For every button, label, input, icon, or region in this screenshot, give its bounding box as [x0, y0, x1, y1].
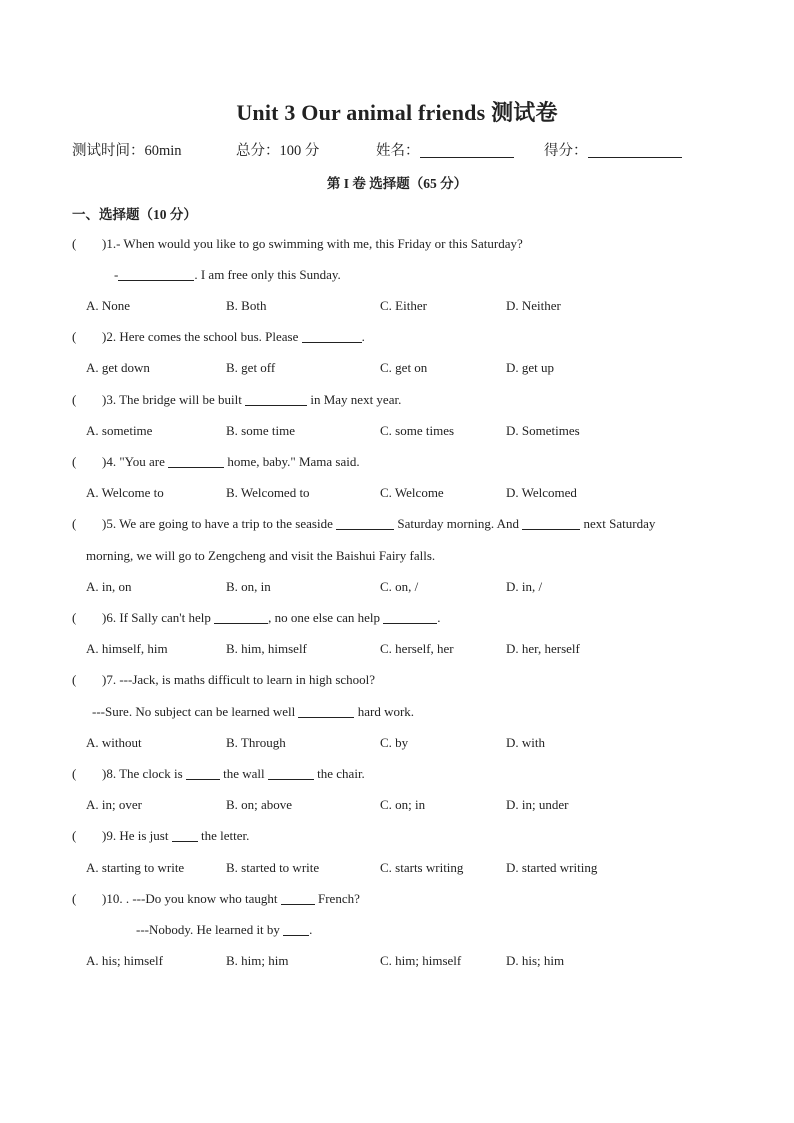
q6-option-a: A. himself, him — [86, 641, 168, 656]
q1-option-d: D. Neither — [506, 298, 561, 313]
question-5: ( )5. We are going to have a trip to the seaside Saturday morning. And next Saturday — [72, 516, 656, 531]
q2-option-c: C. get on — [380, 360, 428, 375]
question-6: ( )6. If Sally can't help , no one else can help . — [72, 610, 441, 625]
question-10-reply: ---Nobody. He learned it by . — [136, 922, 313, 937]
question-3: ( )3. The bridge will be built in May next year. — [72, 392, 402, 407]
question-4: ( )4. "You are home, baby." Mama said. — [72, 454, 360, 469]
q9-option-b: B. started to write — [226, 860, 320, 875]
q4-option-b: B. Welcomed to — [226, 485, 310, 500]
q7-option-b: B. Through — [226, 735, 286, 750]
q3-option-b: B. some time — [226, 423, 295, 438]
answer-blank — [186, 767, 220, 780]
question-10: ( )10. . ---Do you know who taught French? — [72, 891, 360, 906]
q4-option-a: A. Welcome to — [86, 485, 164, 500]
answer-paren: ( — [72, 236, 77, 251]
answer-blank — [283, 923, 309, 936]
q7-option-c: C. by — [380, 735, 409, 750]
q9-option-c: C. starts writing — [380, 860, 464, 875]
answer-blank — [281, 892, 315, 905]
q7-option-d: D. with — [506, 735, 545, 750]
answer-blank — [245, 393, 307, 406]
q6-option-d: D. her, herself — [506, 641, 580, 656]
q5-option-b: B. on, in — [226, 579, 271, 594]
q6-option-c: C. herself, her — [380, 641, 454, 656]
q4-option-d: D. Welcomed — [506, 485, 577, 500]
q1-option-a: A. None — [86, 298, 131, 313]
answer-blank — [383, 611, 437, 624]
question-1-reply: - . I am free only this Sunday. — [114, 267, 341, 282]
q10-option-c: C. him; himself — [380, 953, 462, 968]
answer-blank — [268, 767, 314, 780]
q8-option-b: B. on; above — [226, 797, 293, 812]
answer-blank — [522, 517, 580, 530]
test-time: 测试时间：60min — [72, 143, 182, 159]
q2-option-a: A. get down — [86, 360, 150, 375]
q8-option-d: D. in; under — [506, 797, 569, 812]
q3-option-c: C. some times — [380, 423, 455, 438]
q3-option-d: D. Sometimes — [506, 423, 580, 438]
q8-option-c: C. on; in — [380, 797, 426, 812]
question-9: ( )9. He is just the letter. — [72, 828, 250, 843]
q1-option-b: B. Both — [226, 298, 267, 313]
answer-blank — [298, 705, 354, 718]
got-score-label: 得分： — [544, 143, 588, 159]
question-8: ( )8. The clock is the wall the chair. — [72, 766, 365, 781]
q4-option-c: C. Welcome — [380, 485, 444, 500]
page-title: Unit 3 Our animal friends 测试卷 — [236, 100, 558, 125]
answer-blank — [336, 517, 394, 530]
answer-blank — [168, 455, 224, 468]
answer-blank — [172, 829, 198, 842]
q2-option-d: D. get up — [506, 360, 555, 375]
q8-option-a: A. in; over — [86, 797, 142, 812]
question-7: ( )7. ---Jack, is maths difficult to learn in high school? — [72, 672, 376, 687]
q6-option-b: B. him, himself — [226, 641, 307, 656]
q2-option-b: B. get off — [226, 360, 276, 375]
answer-blank — [118, 268, 194, 281]
q9-option-a: A. starting to write — [86, 860, 185, 875]
total-score: 总分：100 分 — [236, 143, 320, 159]
question-2: ( )2. Here comes the school bus. Please . — [72, 329, 365, 344]
question-5-continued: morning, we will go to Zengcheng and visit the Baishui Fairy falls. — [86, 548, 436, 563]
q10-option-b: B. him; him — [226, 953, 289, 968]
question-1 — [72, 236, 523, 252]
q5-option-a: A. in, on — [86, 579, 132, 594]
answer-blank — [302, 330, 362, 343]
question-text: )1.- When would you like to go swimming with me, this Friday or this Saturday? — [102, 236, 523, 251]
name-field — [376, 139, 514, 160]
q5-option-c: C. on, / — [380, 579, 419, 594]
name-blank — [420, 142, 514, 158]
part-title: 一、选择题（10 分） — [72, 207, 197, 222]
q10-option-d: D. his; him — [506, 953, 565, 968]
section-title: 第 I 卷 选择题（65 分） — [326, 176, 468, 191]
answer-blank — [214, 611, 268, 624]
name-label: 姓名： — [376, 143, 420, 159]
q7-option-a: A. without — [86, 735, 142, 750]
q9-option-d: D. started writing — [506, 860, 598, 875]
q10-option-a: A. his; himself — [86, 953, 163, 968]
q5-option-d: D. in, / — [506, 579, 543, 594]
question-7-reply: ---Sure. No subject can be learned well hard work. — [92, 704, 415, 719]
got-score-field — [544, 139, 682, 160]
q3-option-a: A. sometime — [86, 423, 153, 438]
q1-option-c: C. Either — [380, 298, 427, 313]
got-score-blank — [588, 142, 682, 158]
